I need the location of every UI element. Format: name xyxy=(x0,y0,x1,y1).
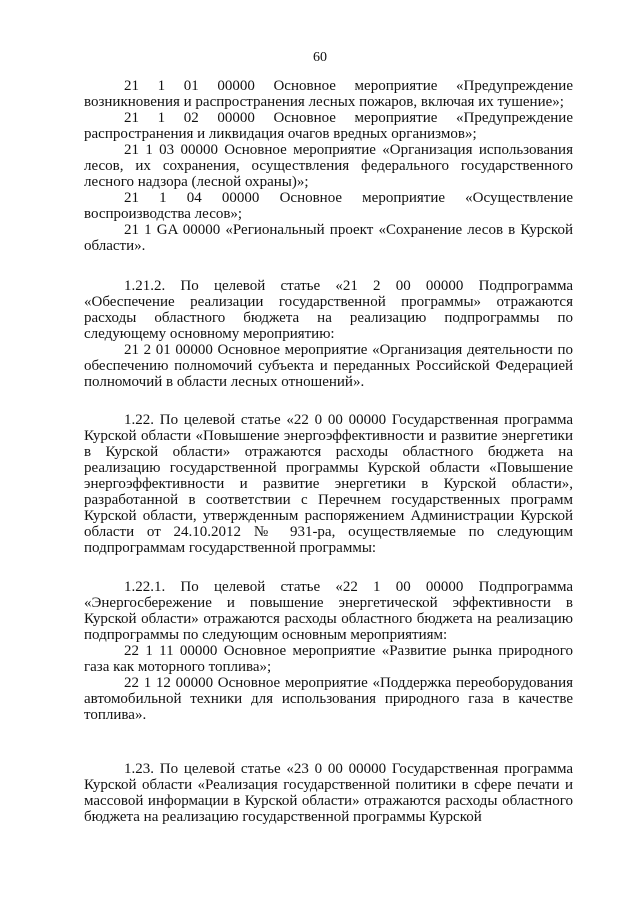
paragraph-22-1-11: 22 1 11 00000 Основное мероприятие «Развитие рынка природного газа как моторного топлива»; xyxy=(84,643,573,675)
paragraph-21-1-01: 21 1 01 00000 Основное мероприятие «Предупреждение возникновения и распространения лесных пожаров, включая их тушение»; xyxy=(84,78,573,110)
paragraph-section-1-22: 1.22. По целевой статье «22 0 00 00000 Государственная программа Курской области «Повышение энергоэффективности и развитие энергетики в Курской области» отражаются расходы областного бюджета на реализацию государственной программы Курской области «Повышение энергоэффективности и развитие энергетики в Курской области», разработанной в соответствии с Перечнем государственных программ Курской области, утвержденным распоряжением Администрации Курской области от 24.10.2012 № 931-ра, осуществляемые по следующим подпрограммам государственной программы: xyxy=(84,412,573,556)
paragraph-section-1-22-1: 1.22.1. По целевой статье «22 1 00 00000 Подпрограмма «Энергосбережение и повышение энергетической эффективности в Курской области» отражаются расходы областного бюджета на реализацию подпрограммы по следующим основным мероприятиям: xyxy=(84,579,573,643)
document-body xyxy=(84,78,573,825)
paragraph-section-1-23: 1.23. По целевой статье «23 0 00 00000 Государственная программа Курской области «Реализация государственной политики в сфере печати и массовой информации в Курской области» отражаются расходы областного бюджета на реализацию государственной программы Курской xyxy=(84,761,573,825)
paragraph-21-1-02: 21 1 02 00000 Основное мероприятие «Предупреждение распространения и ликвидация очагов вредных организмов»; xyxy=(84,110,573,142)
paragraph-21-1-ga: 21 1 GA 00000 «Региональный проект «Сохранение лесов в Курской области». xyxy=(84,222,573,254)
paragraph-21-1-03: 21 1 03 00000 Основное мероприятие «Организация использования лесов, их сохранения, осуществления федерального государственного лесного надзора (лесной охраны)»; xyxy=(84,142,573,190)
paragraph-section-1-21-2: 1.21.2. По целевой статье «21 2 00 00000 Подпрограмма «Обеспечение реализации государственной программы» отражаются расходы областного бюджета на реализацию подпрограммы по следующему основному мероприятию: xyxy=(84,278,573,342)
paragraph-21-1-04: 21 1 04 00000 Основное мероприятие «Осуществление воспроизводства лесов»; xyxy=(84,190,573,222)
page-number: 60 xyxy=(313,50,327,65)
paragraph-22-1-12: 22 1 12 00000 Основное мероприятие «Поддержка переоборудования автомобильной техники для использования природного газа в качестве топлива». xyxy=(84,675,573,723)
paragraph-21-2-01: 21 2 01 00000 Основное мероприятие «Организация деятельности по обеспечению полномочий субъекта и переданных Российской Федерацией полномочий в области лесных отношений». xyxy=(84,342,573,390)
